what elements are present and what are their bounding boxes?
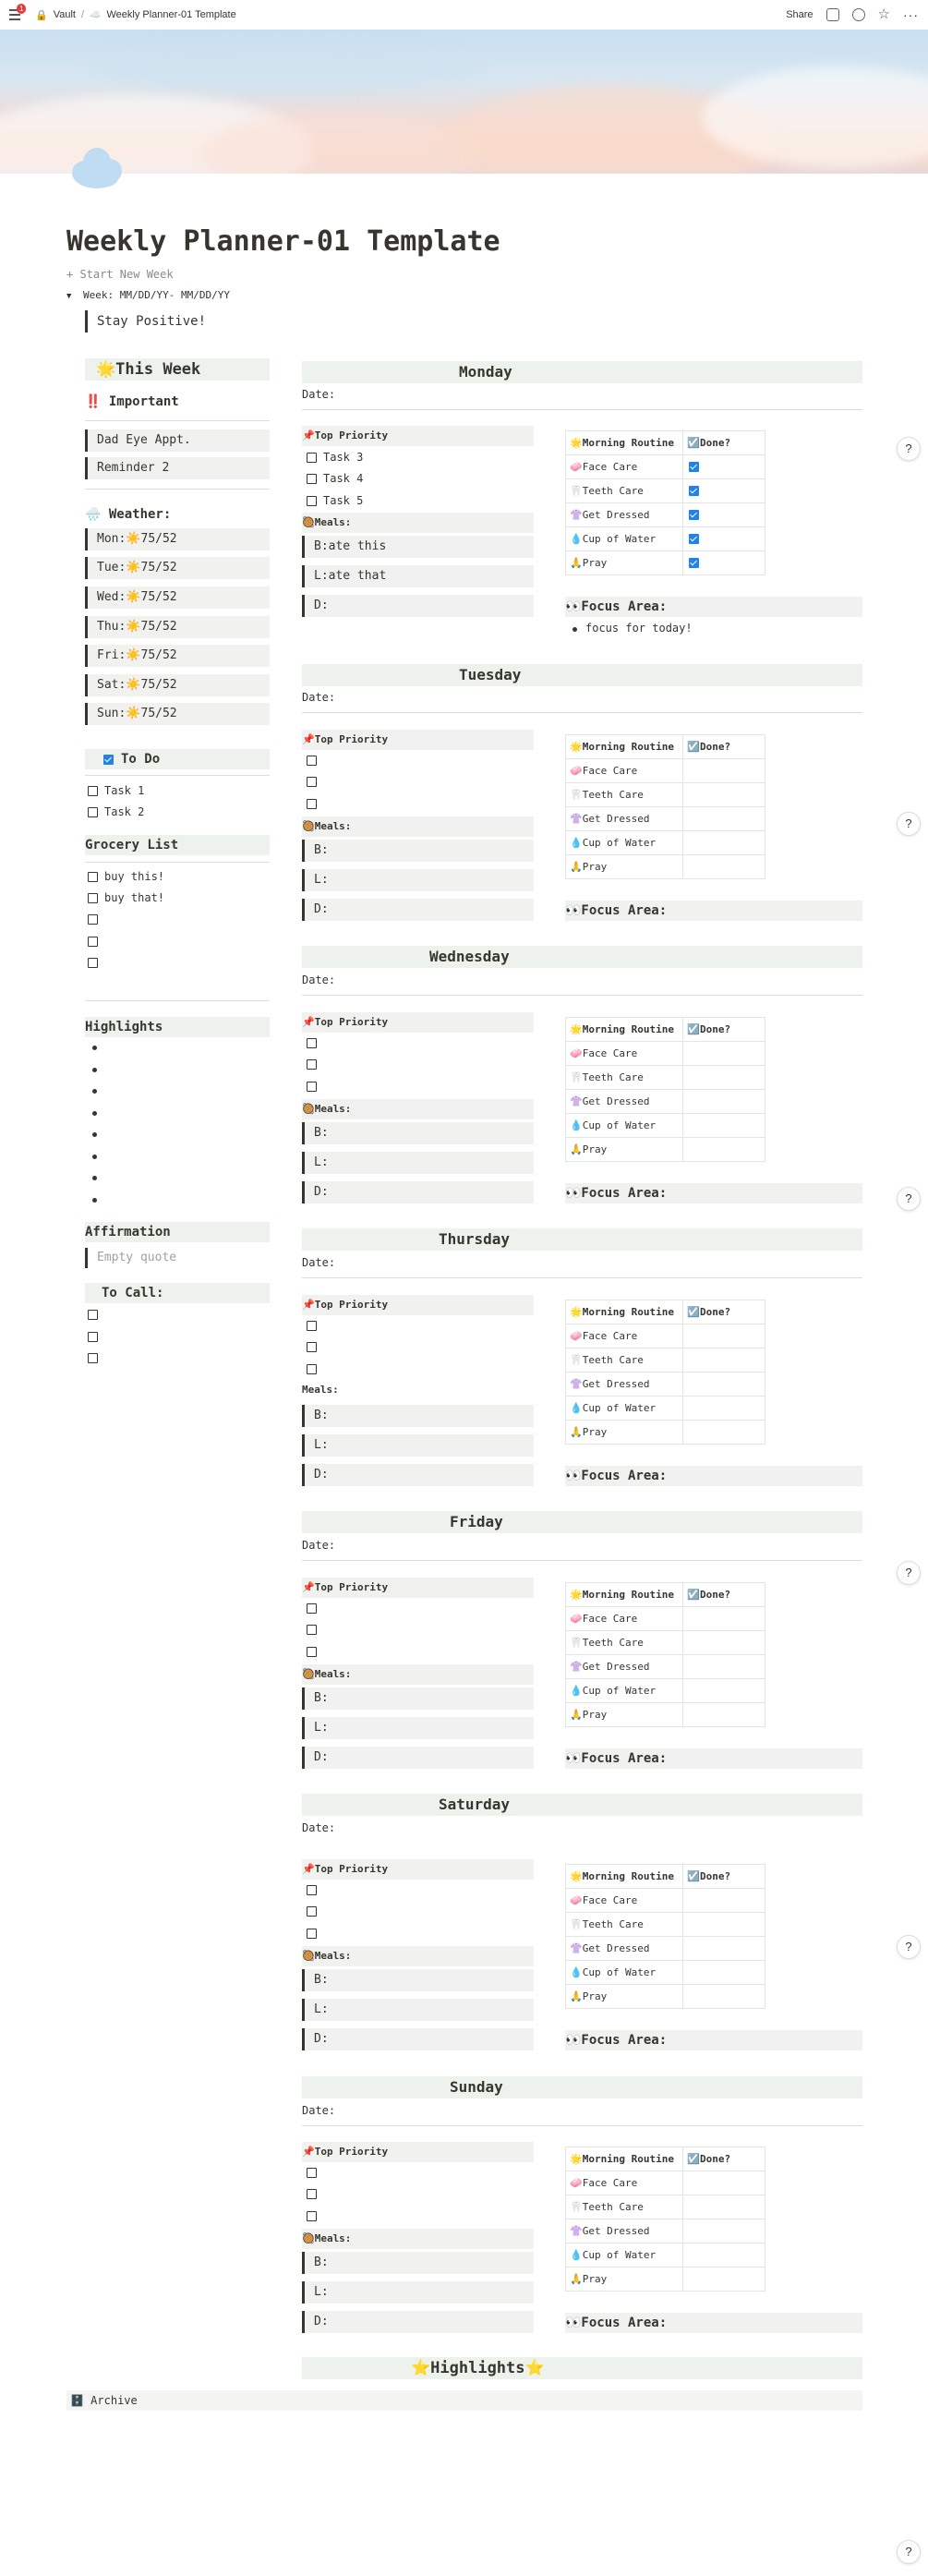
priority-checkbox[interactable] (307, 2168, 317, 2178)
grocery-checkbox[interactable] (88, 893, 98, 903)
done-cell[interactable] (683, 1114, 765, 1138)
morning-routine-table (565, 1864, 765, 2009)
morning-routine-table (565, 430, 765, 575)
history-icon[interactable] (852, 8, 865, 21)
priority-checkbox[interactable] (307, 1929, 317, 1939)
routine-item[interactable]: 👚Get Dressed (566, 1937, 683, 1961)
done-cell[interactable] (683, 2195, 765, 2219)
meal-dinner[interactable]: D: (302, 1747, 534, 1769)
done-cell[interactable] (683, 1937, 765, 1961)
meal-lunch[interactable]: L: (302, 1999, 534, 2021)
top-priority-header: 📌Top Priority (302, 426, 534, 446)
routine-header: 🌟Morning Routine (566, 1583, 683, 1607)
routine-item[interactable]: 🙏Pray (566, 855, 683, 879)
priority-checkbox[interactable] (307, 474, 317, 484)
day-header-wednesday: Wednesday (302, 946, 862, 968)
done-cell[interactable] (683, 1961, 765, 1985)
week-range: Week: MM/DD/YY- MM/DD/YY (83, 289, 230, 301)
important-title: ‼️ Important (85, 394, 179, 409)
page-title[interactable]: Weekly Planner-01 Template (66, 225, 500, 258)
meal-lunch[interactable]: L:ate that (302, 565, 534, 587)
routine-item[interactable]: 🦷Teeth Care (566, 1913, 683, 1937)
affirmation-quote[interactable]: Empty quote (85, 1248, 176, 1268)
focus-area-header: 👀Focus Area: (565, 1466, 862, 1486)
divider (302, 409, 862, 410)
routine-item[interactable]: 🧼Face Care (566, 1324, 683, 1348)
routine-item[interactable]: 🙏Pray (566, 1703, 683, 1727)
done-cell[interactable] (683, 1913, 765, 1937)
priority-checkbox[interactable] (307, 1082, 317, 1092)
meals-header: 🥘Meals: (302, 513, 534, 533)
page-icon-small: ☁️ (90, 9, 102, 20)
help-button[interactable]: ? (897, 437, 921, 461)
routine-item[interactable]: 🙏Pray (566, 2268, 683, 2292)
done-cell[interactable] (683, 783, 765, 807)
done-checkbox[interactable] (689, 486, 699, 496)
weather-title: 🌧️ Weather: (85, 507, 172, 522)
done-cell[interactable] (683, 1679, 765, 1703)
routine-header: 🌟Morning Routine (566, 1865, 683, 1889)
day-header-saturday: Saturday (302, 1794, 862, 1816)
routine-item[interactable]: 👚Get Dressed (566, 1090, 683, 1114)
date-label[interactable]: Date: (302, 388, 336, 401)
top-bar (0, 0, 928, 30)
routine-item[interactable]: 🧼Face Care (566, 1607, 683, 1631)
divider (85, 489, 270, 490)
todo-checkbox[interactable] (88, 807, 98, 817)
important-item[interactable]: Dad Eye Appt. (85, 429, 270, 452)
week-toggle[interactable] (66, 289, 230, 301)
priority-checkbox[interactable] (307, 1342, 317, 1352)
priority-checkbox[interactable] (307, 1059, 317, 1070)
done-cell[interactable] (683, 1324, 765, 1348)
priority-checkbox[interactable] (307, 1906, 317, 1917)
done-checkbox[interactable] (689, 558, 699, 568)
weather-day[interactable]: Mon:☀️75/52 (85, 528, 270, 550)
date-label[interactable]: Date: (302, 2104, 336, 2117)
highlights-header: Highlights (85, 1017, 270, 1037)
highlight-bullet[interactable] (92, 1089, 97, 1094)
done-cell[interactable] (683, 1631, 765, 1655)
routine-item[interactable]: 💧Cup of Water (566, 831, 683, 855)
divider (302, 1277, 862, 1278)
done-cell[interactable] (683, 1090, 765, 1114)
grocery-item[interactable]: buy this! (104, 870, 165, 883)
routine-item[interactable]: 👚Get Dressed (566, 1655, 683, 1679)
help-button[interactable]: ? (897, 1561, 921, 1585)
done-checkbox[interactable] (689, 462, 699, 472)
priority-checkbox[interactable] (307, 2189, 317, 2199)
meal-lunch[interactable]: L: (302, 1717, 534, 1739)
routine-item[interactable]: 🦷Teeth Care (566, 1348, 683, 1373)
day-header-tuesday: Tuesday (302, 664, 862, 686)
sidebar-menu-icon[interactable] (9, 5, 28, 21)
grocery-header: Grocery List (85, 835, 270, 855)
focus-area-header: 👀Focus Area: (565, 1183, 862, 1203)
date-label[interactable]: Date: (302, 691, 336, 704)
top-priority-header: 📌Top Priority (302, 1578, 534, 1598)
routine-item[interactable]: 💧Cup of Water (566, 2243, 683, 2268)
meals-header: 🥘Meals: (302, 816, 534, 837)
share-button[interactable]: Share (786, 9, 814, 20)
routine-header: 🌟Morning Routine (566, 1300, 683, 1324)
done-header: ☑️Done? (683, 2147, 765, 2171)
meal-breakfast[interactable]: B: (302, 840, 534, 862)
meal-lunch[interactable]: L: (302, 1434, 534, 1457)
divider (85, 775, 270, 776)
highlight-bullet[interactable] (92, 1068, 97, 1072)
archive-link[interactable]: 🗄️ Archive (66, 2390, 862, 2411)
routine-item[interactable]: 🦷Teeth Care (566, 1066, 683, 1090)
start-new-week-button[interactable]: + Start New Week (66, 268, 174, 281)
focus-note[interactable]: focus for today! (585, 622, 693, 635)
meal-breakfast[interactable]: B:ate this (302, 536, 534, 558)
top-priority-header: 📌Top Priority (302, 1859, 534, 1880)
todo-checkbox[interactable] (88, 786, 98, 796)
done-cell[interactable] (683, 807, 765, 831)
routine-item[interactable]: 🦷Teeth Care (566, 783, 683, 807)
done-cell[interactable] (683, 855, 765, 879)
meals-header: 🥘Meals: (302, 2229, 534, 2249)
date-label[interactable]: Date: (302, 974, 336, 986)
meals-header: 🥘Meals: (302, 1099, 534, 1119)
page-cloud-icon[interactable] (66, 144, 122, 190)
priority-checkbox[interactable] (307, 1603, 317, 1614)
done-cell[interactable] (683, 1373, 765, 1397)
meal-breakfast[interactable]: B: (302, 1122, 534, 1144)
done-cell[interactable] (683, 759, 765, 783)
focus-area-header: 👀Focus Area: (565, 2313, 862, 2333)
done-cell[interactable] (683, 1138, 765, 1162)
meals-header: 🥘Meals: (302, 1946, 534, 1966)
routine-item[interactable]: 👚Get Dressed (566, 807, 683, 831)
priority-checkbox[interactable] (307, 1625, 317, 1635)
done-checkbox[interactable] (689, 534, 699, 544)
top-priority-header: 📌Top Priority (302, 1295, 534, 1315)
priority-checkbox[interactable] (307, 799, 317, 809)
routine-item[interactable]: 💧Cup of Water (566, 1114, 683, 1138)
priority-checkbox[interactable] (307, 777, 317, 787)
meal-dinner[interactable]: D: (302, 2028, 534, 2050)
morning-routine-table (565, 2147, 765, 2292)
important-item[interactable]: Reminder 2 (85, 457, 270, 479)
routine-item[interactable]: 🧼Face Care (566, 759, 683, 783)
help-button[interactable]: ? (897, 812, 921, 836)
meals-header: 🥘Meals: (302, 1664, 534, 1685)
done-cell[interactable] (683, 1066, 765, 1090)
top-priority-header: 📌Top Priority (302, 730, 534, 750)
focus-area-header: 👀Focus Area: (565, 901, 862, 921)
focus-area-header: 👀Focus Area: (565, 2030, 862, 2050)
priority-checkbox[interactable] (307, 1321, 317, 1331)
done-cell[interactable] (683, 1703, 765, 1727)
priority-checkbox[interactable] (307, 756, 317, 766)
done-cell[interactable] (683, 1348, 765, 1373)
routine-item[interactable]: 🦷Teeth Care (566, 1631, 683, 1655)
day-header-monday: Monday (302, 361, 862, 383)
routine-header: 🌟Morning Routine (566, 431, 683, 455)
done-cell[interactable] (683, 1397, 765, 1421)
date-label[interactable]: Date: (302, 1821, 336, 1834)
this-week-header: 🌟This Week (85, 358, 270, 381)
breadcrumb-vault[interactable]: Vault (53, 9, 76, 20)
priority-checkbox[interactable] (307, 496, 317, 506)
top-priority-header: 📌Top Priority (302, 2142, 534, 2162)
todo-item[interactable]: Task 2 (104, 805, 145, 818)
grocery-item[interactable]: buy that! (104, 891, 165, 904)
done-cell[interactable] (683, 1607, 765, 1631)
done-cell[interactable] (683, 1421, 765, 1445)
routine-item[interactable]: 🙏Pray (566, 1421, 683, 1445)
breadcrumb-page[interactable]: Weekly Planner-01 Template (106, 9, 236, 20)
done-cell[interactable] (683, 2243, 765, 2268)
highlight-bullet[interactable] (92, 1111, 97, 1116)
routine-item[interactable]: 🦷Teeth Care (566, 2195, 683, 2219)
priority-checkbox[interactable] (307, 1647, 317, 1657)
routine-header: 🌟Morning Routine (566, 2147, 683, 2171)
done-header: ☑️Done? (683, 431, 765, 455)
tocall-header: To Call: (85, 1283, 270, 1303)
priority-checkbox[interactable] (307, 453, 317, 463)
routine-item[interactable]: 🦷Teeth Care (566, 479, 683, 503)
weather-day[interactable]: Sat:☀️75/52 (85, 674, 270, 696)
done-header: ☑️Done? (683, 1583, 765, 1607)
breadcrumb: 🔒 Vault / ☁️ Weekly Planner-01 Template (35, 9, 236, 21)
routine-item[interactable]: 👚Get Dressed (566, 503, 683, 527)
priority-checkbox[interactable] (307, 1364, 317, 1374)
comment-icon[interactable] (826, 8, 839, 21)
done-header: ☑️Done? (683, 1300, 765, 1324)
routine-item[interactable]: 👚Get Dressed (566, 1373, 683, 1397)
morning-routine-table (565, 1300, 765, 1445)
focus-bullet (572, 627, 577, 632)
priority-checkbox[interactable] (307, 2211, 317, 2221)
routine-item[interactable]: 🙏Pray (566, 551, 683, 575)
done-header: ☑️Done? (683, 1018, 765, 1042)
notification-badge: 1 (17, 4, 26, 14)
weather-day[interactable]: Tue:☀️75/52 (85, 557, 270, 579)
grocery-checkbox[interactable] (88, 937, 98, 947)
routine-item[interactable]: 💧Cup of Water (566, 1679, 683, 1703)
day-header-sunday: Sunday (302, 2076, 862, 2098)
routine-item[interactable]: 🧼Face Care (566, 455, 683, 479)
done-cell[interactable] (683, 1655, 765, 1679)
affirmation-header: Affirmation (85, 1222, 270, 1242)
meal-lunch[interactable]: L: (302, 1152, 534, 1174)
focus-area-header: 👀Focus Area: (565, 1748, 862, 1769)
help-button[interactable]: ? (897, 1935, 921, 1959)
motto-quote[interactable]: Stay Positive! (85, 310, 206, 333)
grocery-checkbox[interactable] (88, 914, 98, 925)
routine-item[interactable]: 🧼Face Care (566, 2171, 683, 2195)
priority-item[interactable]: Task 3 (323, 451, 364, 464)
done-header: ☑️Done? (683, 735, 765, 759)
weather-day[interactable]: Fri:☀️75/52 (85, 645, 270, 667)
routine-item[interactable]: 🙏Pray (566, 1138, 683, 1162)
routine-item[interactable]: 💧Cup of Water (566, 1397, 683, 1421)
done-cell[interactable] (683, 831, 765, 855)
day-header-thursday: Thursday (302, 1228, 862, 1251)
routine-item[interactable]: 🧼Face Care (566, 1889, 683, 1913)
weather-day[interactable]: Thu:☀️75/52 (85, 616, 270, 638)
date-label[interactable]: Date: (302, 1256, 336, 1269)
meal-lunch[interactable]: L: (302, 2281, 534, 2304)
priority-item[interactable]: Task 4 (323, 472, 364, 485)
focus-area-header: 👀Focus Area: (565, 597, 862, 617)
divider (302, 712, 862, 713)
divider (302, 2125, 862, 2126)
meal-dinner[interactable]: D: (302, 595, 534, 617)
lock-icon: 🔒 (35, 9, 48, 21)
done-checkbox[interactable] (689, 510, 699, 520)
help-button[interactable]: ? (897, 1187, 921, 1211)
routine-header: 🌟Morning Routine (566, 735, 683, 759)
done-cell[interactable] (683, 2268, 765, 2292)
divider (85, 1000, 270, 1001)
help-button[interactable]: ? (897, 2540, 921, 2564)
meal-breakfast[interactable]: B: (302, 1405, 534, 1427)
meal-dinner[interactable]: D: (302, 1181, 534, 1203)
divider (302, 995, 862, 996)
priority-item[interactable]: Task 5 (323, 494, 364, 507)
morning-routine-table (565, 1017, 765, 1162)
priority-checkbox[interactable] (307, 1885, 317, 1895)
priority-checkbox[interactable] (307, 1038, 317, 1048)
done-header: ☑️Done? (683, 1865, 765, 1889)
highlight-bullet[interactable] (92, 1046, 97, 1050)
routine-item[interactable]: 🧼Face Care (566, 1042, 683, 1066)
top-priority-header: 📌Top Priority (302, 1012, 534, 1033)
meals-header: Meals: (302, 1384, 339, 1396)
tocall-checkbox[interactable] (88, 1310, 98, 1320)
toggle-triangle-icon[interactable]: ▼ (66, 292, 72, 301)
divider (85, 420, 270, 421)
morning-routine-table (565, 734, 765, 879)
highlight-bullet[interactable] (92, 1132, 97, 1137)
highlight-bullet[interactable] (92, 1176, 97, 1180)
more-options-icon[interactable]: ··· (903, 7, 919, 22)
done-cell[interactable] (683, 1042, 765, 1066)
routine-item[interactable]: 👚Get Dressed (566, 2219, 683, 2243)
highlight-bullet[interactable] (92, 1198, 97, 1203)
todo-item[interactable]: Task 1 (104, 784, 145, 797)
divider (302, 1560, 862, 1561)
done-cell[interactable] (683, 2171, 765, 2195)
done-cell[interactable] (683, 1985, 765, 2009)
routine-header: 🌟Morning Routine (566, 1018, 683, 1042)
routine-item[interactable]: 💧Cup of Water (566, 1961, 683, 1985)
meal-dinner[interactable]: D: (302, 1464, 534, 1486)
todo-header-checkbox[interactable] (103, 755, 114, 765)
meal-lunch[interactable]: L: (302, 869, 534, 891)
favorite-star-icon[interactable]: ☆ (877, 6, 890, 22)
todo-header: To Do (85, 749, 270, 769)
date-label[interactable]: Date: (302, 1539, 336, 1552)
routine-item[interactable]: 🙏Pray (566, 1985, 683, 2009)
day-header-friday: Friday (302, 1511, 862, 1533)
morning-routine-table (565, 1582, 765, 1727)
weather-day[interactable]: Sun:☀️75/52 (85, 703, 270, 725)
highlight-bullet[interactable] (92, 1155, 97, 1159)
weather-day[interactable]: Wed:☀️75/52 (85, 587, 270, 609)
done-cell[interactable] (683, 1889, 765, 1913)
divider (85, 862, 270, 863)
meal-breakfast[interactable]: B: (302, 1969, 534, 1991)
tocall-checkbox[interactable] (88, 1353, 98, 1363)
meal-breakfast[interactable]: B: (302, 2252, 534, 2274)
tocall-checkbox[interactable] (88, 1332, 98, 1342)
grocery-checkbox[interactable] (88, 958, 98, 968)
grocery-checkbox[interactable] (88, 872, 98, 882)
cover-image[interactable] (0, 30, 928, 174)
weekly-highlights-header: ⭐Highlights⭐ (302, 2357, 862, 2379)
routine-item[interactable]: 💧Cup of Water (566, 527, 683, 551)
meal-dinner[interactable]: D: (302, 2311, 534, 2333)
meal-dinner[interactable]: D: (302, 899, 534, 921)
done-cell[interactable] (683, 2219, 765, 2243)
meal-breakfast[interactable]: B: (302, 1687, 534, 1710)
